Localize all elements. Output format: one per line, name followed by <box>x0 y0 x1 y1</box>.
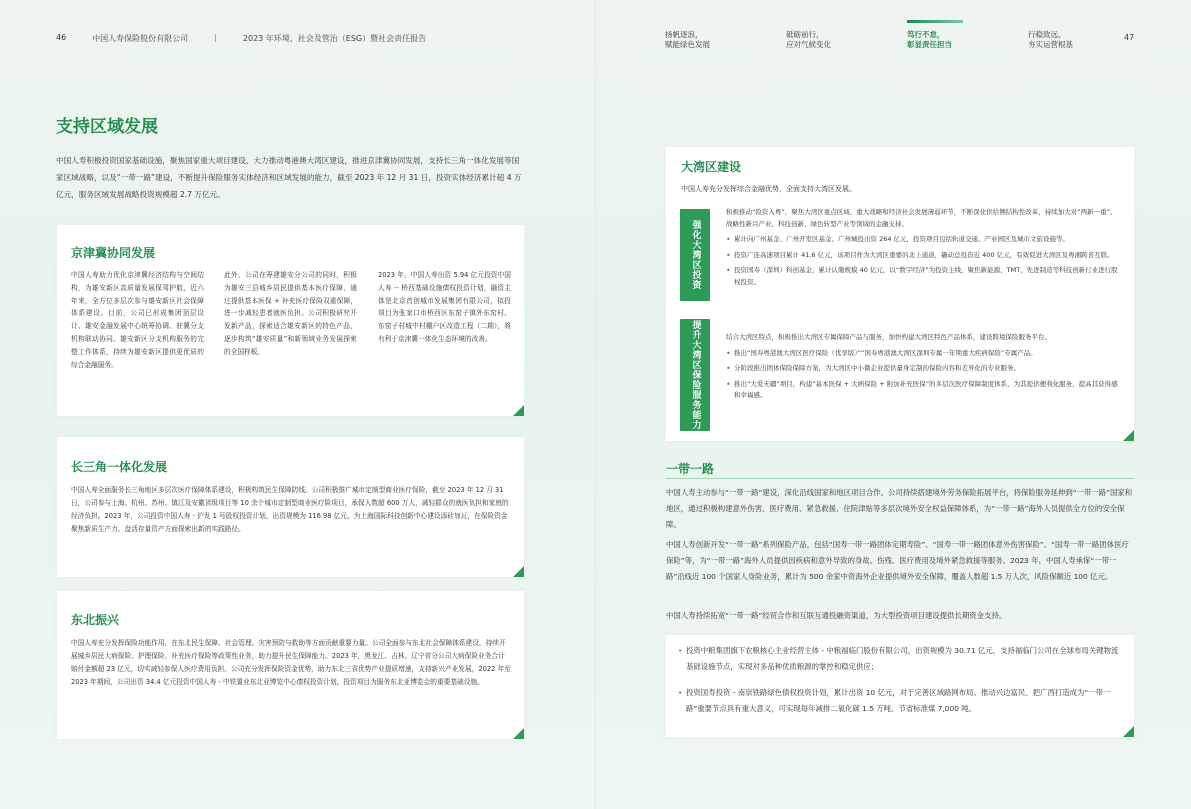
corner-triangle-icon <box>513 405 524 416</box>
block-investment <box>726 207 1122 288</box>
nav-item-responsibility[interactable] <box>907 20 1028 50</box>
nav-line-2: 夯实运营根基 <box>1028 40 1073 49</box>
left-page <box>0 0 595 809</box>
header-separator: | <box>214 33 217 42</box>
nav-line-2: 彰显责任担当 <box>907 40 952 49</box>
card-column-3: 2023 年，中国人寿出资 5.94 亿元投资中国人寿 -- 桥西基础设施债权投资计划，融资主体是北京首创城市发展集团有限公司，拟投项目为张家口市桥西区东窑子镇外东窑村、东窑子村城中村棚户区改造工程（二期），将有利于京津冀一体化生态环境的改善。 <box>378 271 511 343</box>
corner-triangle-icon <box>1123 726 1134 737</box>
list-item: • 投资国寿投资 - 南崇铁路绿色债权投资计划，累计出资 10 亿元，对于完善区域路网布局、推动兴边富民、把广西打造成为“一带一路”重要节点具有重大意义，可实现每年减排二氧化碳 1.5 万吨、节省标准煤 7,000 吨。 <box>678 685 1123 716</box>
nav-line-1: 笃行不怠， <box>907 30 945 39</box>
left-header <box>56 33 426 44</box>
card-title: 长三角一体化发展 <box>71 460 168 474</box>
card-yangtze-delta <box>57 437 524 577</box>
belt-road-paragraph-2: 中国人寿创新开发“一带一路”系列保险产品，包括“国寿一带一路团体定期寿险”、“国寿一带一路团体意外伤害保险”、“国寿一带一路团体医疗保险”等，为“一带一路”海外人员提供因疾病和意外导致的身故、伤残、医疗费用及境外紧急救援等服务。2023 年，中国人寿承保“一带一路”沿线近 100 个国家人身险业务，累计为 500 余家中资海外企业提供境外安全保障，覆盖人数超 1.5 万人次，风险保额近 100 亿元。 <box>666 540 1129 581</box>
card-lead: 中国人寿充分发挥综合金融优势，全面支持大湾区发展。 <box>681 185 856 193</box>
tag-investment: 强化大湾区投资 <box>680 209 710 301</box>
title-divider <box>666 478 1134 479</box>
card-belt-road-projects <box>666 635 1134 737</box>
nav-item-green-development[interactable] <box>665 20 786 50</box>
card-title: 大湾区建设 <box>681 160 742 174</box>
section-intro: 中国人寿积极投资国家基础设施，聚焦国家重大项目建设，大力推动粤港澳大湾区建设，推进京津冀协同发展，支持长三角一体化发展等国家区域战略，以及“一带一路”建设，不断提升保险服务实体经济和区域发展的能力，截至 2023 年 12 月 31 日，投资实体经济累计超 4 万亿元，服务区域发展战略投资规模超 2.7 万亿元。 <box>56 156 522 199</box>
belt-road-paragraph-3: 中国人寿持续拓宽“一带一路”经贸合作和互联互通投融资渠道，为大型投资项目建设提供长期资金支持。 <box>666 611 1007 620</box>
card-greater-bay-area <box>666 147 1134 441</box>
right-page <box>596 0 1191 809</box>
card-title: 京津冀协同发展 <box>71 246 156 260</box>
card-northeast <box>57 591 524 739</box>
card-body: 中国人寿充分发挥保险功能作用，在东北民生保障、社会管理、灾害预防与救助等方面贡献重要力量。公司全面参与东北社会保障体系建设，持续开展城乡居民大病保险、护理保险、补充医疗保险等政策性业务，助力提升民生保障能力。2023 年，黑龙江、吉林、辽宁省分公司大病保险业务合计赔付金额超 23 亿元，切实减轻参保人医疗费用负担。公司充分发挥保险资金优势，助力东北三省优势产业提质增速，支持新兴产业发展，2022 年至 2023 年期间，公司出资 34.4 亿元投资中国人寿 - 中铁置业东北亚博览中心债权投资计划，投资项目为服务东北亚博览会的重要基础设施。 <box>71 639 511 686</box>
card-body: 中国人寿全面服务长三角地区多层次医疗保障体系建设，积极构筑民生保障防线。公司积极推广城市定制型商业医疗保险，截至 2023 年 12 月 31 日，公司参与上海、杭州、苏州、镇江及安徽省级项目等 10 余个城市定制型商业医疗险项目，承保人数超 600 万人，减轻群众的就医负担和家庭的经济负担。2023 年，公司投资中国人寿 - 沪发 1 号股权投资计划，出资规模为 116.98 亿元，为上海国际科技创新中心建设添砖加瓦，在保险资金聚焦新质生产力、盘活存量资产方面探索出新的实践路径。 <box>71 486 509 533</box>
card-title: 东北振兴 <box>71 613 120 627</box>
list-item: • 投资国寿（深圳）科创基金，累计认缴规模 40 亿元，以“数字经济”为投资主线，聚焦新能源、TMT、先进制造等科技创新行业进行股权投资。 <box>726 265 1122 288</box>
belt-road-paragraph-1: 中国人寿主动参与“一带一路”建设，深化沿线国家和地区项目合作。公司持续搭建境外劳务保险拓展平台，将保险服务延伸到“一带一路”国家和地区，通过积极构建意外伤害、医疗费用、紧急救援、住院津贴等多层次境外安全权益保障体系，为“一带一路”海外人员提供全方位的安全保障。 <box>666 488 1133 529</box>
card-column-1: 中国人寿助力优化京津冀经济结构与空间结构，为雄安新区高质量发展保驾护航，近六年来，全方位多层次参与雄安新区社会保障体系建设。目前，公司已形成集团顶层设计、雄安金融发展中心统筹协调、驻冀分支机构联动协同、雄安新区分支机构服务的完整工作体系，持续为雄安新区提供更优质的综合金融服务。 <box>71 271 204 369</box>
nav-line-1: 扬帆逐浪， <box>665 30 703 39</box>
block-intro: 积极推动“险资入粤”，聚焦大湾区重点区域、重大战略和经济社会发展薄弱环节，不断深化供给侧结构性改革，持续加大对“两新一重”、战略性新兴产业、科技创新、绿色转型产业等领域的金融支持。 <box>726 208 1117 228</box>
list-item: • 累计向广州基金、广州开发区基金、广州城投出资 264 亿元，投资项目包括轨道交通、产业园区及城市文旅设施等。 <box>726 234 1122 246</box>
block-intro: 结合大湾区特点，积极推出大湾区专属保障产品与服务，加快构建大湾区特色产品体系，建设跨境保险服务平台。 <box>726 333 1051 341</box>
nav-line-1: 砥砺前行， <box>786 30 824 39</box>
nav-line-1: 行稳致远， <box>1028 30 1066 39</box>
right-page-number: 47 <box>1124 33 1135 42</box>
block-insurance-service <box>726 332 1122 402</box>
list-item: • 推出“国寿粤港澳大湾区医疗保险（优享版）”“国寿粤港澳大湾区深圳专属一年期重大疾病保险”专属产品。 <box>726 348 1122 360</box>
company-name: 中国人寿保险股份有限公司 <box>92 34 189 43</box>
belt-road-title: 一带一路 <box>666 462 715 476</box>
corner-triangle-icon <box>1123 430 1134 441</box>
chapter-nav <box>665 20 1149 50</box>
list-item: • 投资中粮集团旗下农粮核心主业经营主体 - 中粮福临门股份有限公司，出资规模为 30.71 亿元，支持福临门公司在全球布局关键物流基础设施节点，实现对多品种优质粮源的掌控和稳定供应； <box>678 643 1123 674</box>
tag-insurance-service: 提升大湾区保险服务能力 <box>680 319 710 431</box>
nav-line-2: 应对气候变化 <box>786 40 831 49</box>
list-item: • 推出“大爱无疆”项目，构建“基本医保 + 大病保险 + 附加补充医保”的多层次医疗保障制度体系，为其提供便利化服务，提高其获得感和幸福感。 <box>726 379 1122 402</box>
nav-item-climate-change[interactable] <box>786 20 907 50</box>
card-jingjinji <box>57 225 524 416</box>
nav-line-2: 赋能绿色发展 <box>665 40 710 49</box>
list-item: • 投资广连高速项目累计 41.6 亿元，该项目作为大湾区重要的北上通道，撬动总投资近 400 亿元，有效促进大湾区及粤湘跨省互联。 <box>726 250 1122 262</box>
card-column-2: 此外，公司在筹建雄安分公司的同时，积极为雄安三县城乡居民提供基本医疗保障，通过提供基本医保 + 补充医疗保险双重保障，进一步减轻患者就医负担。公司积极研究开发新产品，探索适合雄安新区的特色产品，逐步构筑“雄安质量”和新领域业务发展探索的全国样板。 <box>224 271 357 356</box>
list-item: • 分阶段推出团体保险保障方案，为大湾区中小微企业提供量身定制的保险内容和差异化的专业服务。 <box>726 363 1122 375</box>
corner-triangle-icon <box>513 566 524 577</box>
report-title: 2023 年环境、社会及管治（ESG）暨社会责任报告 <box>242 34 427 43</box>
section-title: 支持区域发展 <box>56 117 158 137</box>
left-page-number: 46 <box>56 33 67 42</box>
corner-triangle-icon <box>513 728 524 739</box>
